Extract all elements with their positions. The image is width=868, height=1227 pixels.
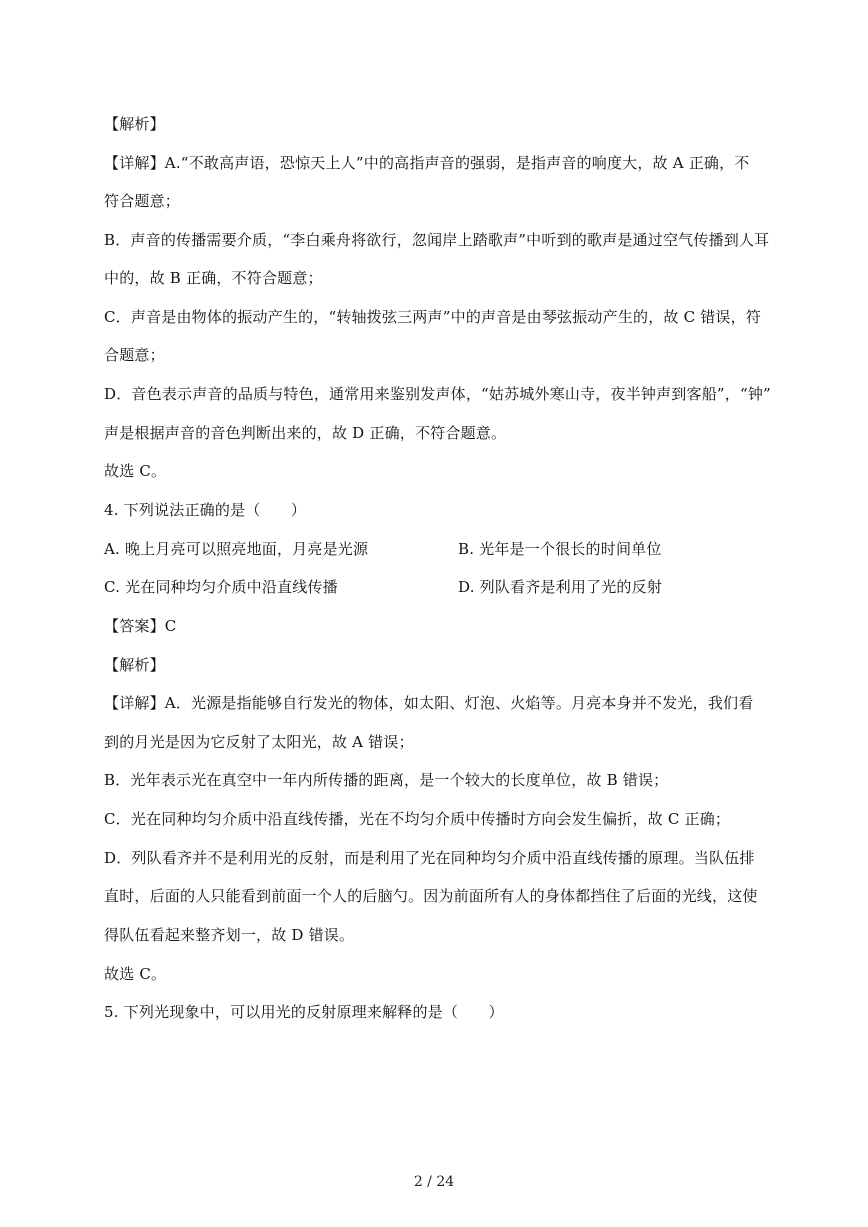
text-line: D．音色表示声音的品质与特色，通常用来鉴别发声体，“姑苏城外寒山寺，夜半钟声到客船”，“钟” <box>104 385 771 403</box>
page-number: 2 / 24 <box>413 1174 455 1190</box>
question-4: 4. 下列说法正确的是（ ） <box>104 501 307 519</box>
text-line: 得队伍看起来整齐划一，故 D 错误。 <box>104 926 355 944</box>
text-line: 故选 C。 <box>104 462 167 480</box>
option-d: D. 列队看齐是利用了光的反射 <box>458 578 663 596</box>
answer-line: 【答案】C <box>104 617 177 635</box>
option-b: B. 光年是一个很长的时间单位 <box>458 540 662 558</box>
text-line: B．声音的传播需要介质，“李白乘舟将欲行，忽闻岸上踏歌声”中听到的歌声是通过空气传播到人耳 <box>104 231 770 249</box>
text-line: 到的月光是因为它反射了太阳光，故 A 错误； <box>104 733 414 751</box>
text-line: 【详解】A．光源是指能够自行发光的物体，如太阳、灯泡、火焰等。月亮本身并不发光，我们看 <box>104 694 754 712</box>
text-line: 【解析】 <box>104 115 165 133</box>
question-5: 5. 下列光现象中，可以用光的反射原理来解释的是（ ） <box>104 1003 504 1021</box>
text-line: C．光在同种均匀介质中沿直线传播，光在不均匀介质中传播时方向会发生偏折，故 C 正确； <box>104 810 731 828</box>
text-line: 中的，故 B 正确，不符合题意； <box>104 269 323 287</box>
text-line: D．列队看齐并不是利用光的反射，而是利用了光在同种均匀介质中沿直线传播的原理。当队伍排 <box>104 849 755 867</box>
text-line: 【详解】A.“不敢高声语，恐惊天上人”中的高指声音的强弱，是指声音的响度大，故 A 正确，不 <box>104 154 750 172</box>
option-c: C. 光在同种均匀介质中沿直线传播 <box>104 578 338 596</box>
text-line: C．声音是由物体的振动产生的，“转轴拨弦三两声”中的声音是由琴弦振动产生的，故 C 错误，符 <box>104 308 762 326</box>
text-line: 合题意； <box>104 346 165 364</box>
text-line: 【解析】 <box>104 656 165 674</box>
text-line: 故选 C。 <box>104 965 167 983</box>
option-a: A. 晚上月亮可以照亮地面，月亮是光源 <box>104 540 369 558</box>
text-line: 直时，后面的人只能看到前面一个人的后脑勺。因为前面所有人的身体都挡住了后面的光线，这使 <box>104 887 758 905</box>
text-line: 声是根据声音的音色判断出来的，故 D 正确，不符合题意。 <box>104 424 507 442</box>
text-line: B．光年表示光在真空中一年内所传播的距离，是一个较大的长度单位，故 B 错误； <box>104 771 669 789</box>
text-line: 符合题意； <box>104 192 181 210</box>
